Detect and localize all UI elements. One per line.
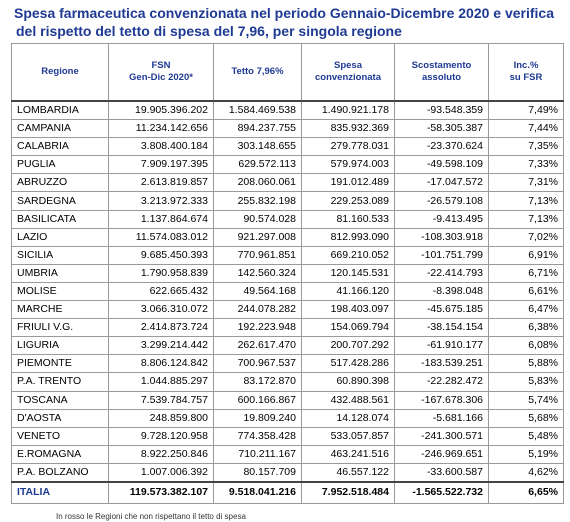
cell-inc: 7,49% <box>489 101 564 120</box>
table-row <box>12 445 564 463</box>
cell-fsn: 2.414.873.724 <box>109 319 214 337</box>
cell-scost: -38.154.154 <box>395 319 489 337</box>
cell-regione: LOMBARDIA <box>12 101 109 120</box>
cell-tetto: 244.078.282 <box>214 301 302 319</box>
cell-scost: -23.370.624 <box>395 138 489 156</box>
cell-tetto: 90.574.028 <box>214 210 302 228</box>
cell-fsn: 9.728.120.958 <box>109 427 214 445</box>
cell-tetto: 629.572.113 <box>214 156 302 174</box>
cell-spesa: 579.974.003 <box>302 156 395 174</box>
cell-regione: LAZIO <box>12 228 109 246</box>
cell-inc: 7,13% <box>489 210 564 228</box>
cell-spesa: 120.145.531 <box>302 264 395 282</box>
cell-inc: 6,47% <box>489 301 564 319</box>
cell-scost: -8.398.048 <box>395 282 489 300</box>
document-title <box>14 4 564 40</box>
table-row <box>12 174 564 192</box>
table-row <box>12 156 564 174</box>
cell-tetto: 208.060.061 <box>214 174 302 192</box>
cell-inc: 5,19% <box>489 445 564 463</box>
footnote: In rosso le Regioni che non rispettano il tetto di spesa <box>56 512 246 521</box>
total-regione: ITALIA <box>12 482 109 504</box>
total-spesa: 7.952.518.484 <box>302 482 395 504</box>
cell-spesa: 1.490.921.178 <box>302 101 395 120</box>
cell-inc: 6,08% <box>489 337 564 355</box>
cell-scost: -22.282.472 <box>395 373 489 391</box>
cell-scost: -61.910.177 <box>395 337 489 355</box>
cell-regione: SICILIA <box>12 246 109 264</box>
cell-fsn: 11.574.083.012 <box>109 228 214 246</box>
cell-fsn: 1.044.885.297 <box>109 373 214 391</box>
total-incidenza: 6,65% <box>489 482 564 504</box>
cell-tetto: 49.564.168 <box>214 282 302 300</box>
cell-scost: -101.751.799 <box>395 246 489 264</box>
cell-tetto: 262.617.470 <box>214 337 302 355</box>
cell-scost: -167.678.306 <box>395 391 489 409</box>
cell-inc: 4,62% <box>489 463 564 482</box>
cell-tetto: 770.961.851 <box>214 246 302 264</box>
cell-fsn: 1.007.006.392 <box>109 463 214 482</box>
table-row <box>12 192 564 210</box>
cell-tetto: 700.967.537 <box>214 355 302 373</box>
cell-regione: VENETO <box>12 427 109 445</box>
cell-regione: MARCHE <box>12 301 109 319</box>
cell-scost: -246.969.651 <box>395 445 489 463</box>
cell-inc: 6,61% <box>489 282 564 300</box>
cell-inc: 7,31% <box>489 174 564 192</box>
cell-inc: 5,48% <box>489 427 564 445</box>
cell-tetto: 600.166.867 <box>214 391 302 409</box>
cell-tetto: 19.809.240 <box>214 409 302 427</box>
cell-scost: -26.579.108 <box>395 192 489 210</box>
cell-tetto: 255.832.198 <box>214 192 302 210</box>
title-line-1: Spesa farmaceutica convenzionata nel periodo Gennaio-Dicembre 2020 e verifica <box>14 5 554 21</box>
cell-fsn: 7.909.197.395 <box>109 156 214 174</box>
cell-fsn: 7.539.784.757 <box>109 391 214 409</box>
cell-inc: 7,35% <box>489 138 564 156</box>
table-row <box>12 138 564 156</box>
cell-spesa: 432.488.561 <box>302 391 395 409</box>
cell-inc: 7,33% <box>489 156 564 174</box>
cell-spesa: 46.557.122 <box>302 463 395 482</box>
table-row <box>12 282 564 300</box>
cell-fsn: 3.299.214.442 <box>109 337 214 355</box>
table-row <box>12 463 564 482</box>
cell-regione: D'AOSTA <box>12 409 109 427</box>
cell-tetto: 303.148.655 <box>214 138 302 156</box>
cell-spesa: 279.778.031 <box>302 138 395 156</box>
cell-spesa: 14.128.074 <box>302 409 395 427</box>
cell-regione: CALABRIA <box>12 138 109 156</box>
cell-regione: PUGLIA <box>12 156 109 174</box>
table-header-row <box>12 44 564 102</box>
cell-regione: P.A. TRENTO <box>12 373 109 391</box>
cell-inc: 6,91% <box>489 246 564 264</box>
spesa-table <box>11 43 564 504</box>
cell-regione: SARDEGNA <box>12 192 109 210</box>
cell-spesa: 517.428.286 <box>302 355 395 373</box>
cell-fsn: 8.922.250.846 <box>109 445 214 463</box>
cell-scost: -241.300.571 <box>395 427 489 445</box>
cell-inc: 7,02% <box>489 228 564 246</box>
cell-tetto: 774.358.428 <box>214 427 302 445</box>
total-fsn: 119.573.382.107 <box>109 482 214 504</box>
cell-regione: UMBRIA <box>12 264 109 282</box>
table-row <box>12 319 564 337</box>
header-spesa: Spesa convenzionata <box>302 44 395 102</box>
table-row <box>12 101 564 120</box>
cell-fsn: 3.213.972.333 <box>109 192 214 210</box>
table-row <box>12 120 564 138</box>
cell-regione: P.A. BOLZANO <box>12 463 109 482</box>
cell-scost: -45.675.185 <box>395 301 489 319</box>
table-row <box>12 228 564 246</box>
cell-tetto: 710.211.167 <box>214 445 302 463</box>
cell-tetto: 142.560.324 <box>214 264 302 282</box>
cell-tetto: 80.157.709 <box>214 463 302 482</box>
cell-inc: 5,88% <box>489 355 564 373</box>
cell-spesa: 60.890.398 <box>302 373 395 391</box>
cell-scost: -33.600.587 <box>395 463 489 482</box>
cell-spesa: 81.160.533 <box>302 210 395 228</box>
cell-spesa: 200.707.292 <box>302 337 395 355</box>
cell-regione: PIEMONTE <box>12 355 109 373</box>
cell-inc: 6,38% <box>489 319 564 337</box>
cell-fsn: 622.665.432 <box>109 282 214 300</box>
header-incidenza: Inc.% su FSR <box>489 44 564 102</box>
cell-inc: 7,13% <box>489 192 564 210</box>
table-row <box>12 409 564 427</box>
cell-scost: -58.305.387 <box>395 120 489 138</box>
cell-spesa: 198.403.097 <box>302 301 395 319</box>
header-fsn: FSN Gen-Dic 2020* <box>109 44 214 102</box>
cell-fsn: 1.137.864.674 <box>109 210 214 228</box>
cell-spesa: 154.069.794 <box>302 319 395 337</box>
cell-fsn: 2.613.819.857 <box>109 174 214 192</box>
cell-fsn: 3.808.400.184 <box>109 138 214 156</box>
cell-spesa: 669.210.052 <box>302 246 395 264</box>
cell-fsn: 9.685.450.393 <box>109 246 214 264</box>
cell-regione: E.ROMAGNA <box>12 445 109 463</box>
cell-scost: -93.548.359 <box>395 101 489 120</box>
cell-scost: -9.413.495 <box>395 210 489 228</box>
cell-spesa: 812.993.090 <box>302 228 395 246</box>
cell-inc: 5,68% <box>489 409 564 427</box>
table-row <box>12 337 564 355</box>
total-tetto: 9.518.041.216 <box>214 482 302 504</box>
cell-inc: 5,83% <box>489 373 564 391</box>
cell-tetto: 921.297.008 <box>214 228 302 246</box>
cell-tetto: 1.584.469.538 <box>214 101 302 120</box>
cell-scost: -17.047.572 <box>395 174 489 192</box>
cell-regione: FRIULI V.G. <box>12 319 109 337</box>
table-row <box>12 391 564 409</box>
cell-fsn: 19.905.396.202 <box>109 101 214 120</box>
cell-spesa: 41.166.120 <box>302 282 395 300</box>
table-row <box>12 427 564 445</box>
table-row <box>12 246 564 264</box>
table-row <box>12 373 564 391</box>
cell-fsn: 11.234.142.656 <box>109 120 214 138</box>
cell-spesa: 533.057.857 <box>302 427 395 445</box>
cell-regione: MOLISE <box>12 282 109 300</box>
table-row <box>12 264 564 282</box>
table-row <box>12 355 564 373</box>
cell-spesa: 229.253.089 <box>302 192 395 210</box>
header-scostamento: Scostamento assoluto <box>395 44 489 102</box>
cell-scost: -49.598.109 <box>395 156 489 174</box>
cell-inc: 5,74% <box>489 391 564 409</box>
header-tetto: Tetto 7,96% <box>214 44 302 102</box>
cell-tetto: 894.237.755 <box>214 120 302 138</box>
total-row <box>12 482 564 504</box>
cell-inc: 6,71% <box>489 264 564 282</box>
cell-regione: ABRUZZO <box>12 174 109 192</box>
table-row <box>12 301 564 319</box>
cell-scost: -22.414.793 <box>395 264 489 282</box>
header-regione: Regione <box>12 44 109 102</box>
cell-fsn: 248.859.800 <box>109 409 214 427</box>
cell-fsn: 3.066.310.072 <box>109 301 214 319</box>
cell-tetto: 83.172.870 <box>214 373 302 391</box>
cell-spesa: 463.241.516 <box>302 445 395 463</box>
total-scostamento: -1.565.522.732 <box>395 482 489 504</box>
cell-spesa: 191.012.489 <box>302 174 395 192</box>
title-line-2: del rispetto del tetto di spesa del 7,96, per singola regione <box>16 23 402 39</box>
cell-inc: 7,44% <box>489 120 564 138</box>
cell-scost: -108.303.918 <box>395 228 489 246</box>
cell-regione: TOSCANA <box>12 391 109 409</box>
cell-spesa: 835.932.369 <box>302 120 395 138</box>
table-row <box>12 210 564 228</box>
cell-regione: LIGURIA <box>12 337 109 355</box>
cell-scost: -5.681.166 <box>395 409 489 427</box>
cell-fsn: 8.806.124.842 <box>109 355 214 373</box>
cell-fsn: 1.790.958.839 <box>109 264 214 282</box>
cell-scost: -183.539.251 <box>395 355 489 373</box>
cell-regione: CAMPANIA <box>12 120 109 138</box>
cell-regione: BASILICATA <box>12 210 109 228</box>
cell-tetto: 192.223.948 <box>214 319 302 337</box>
